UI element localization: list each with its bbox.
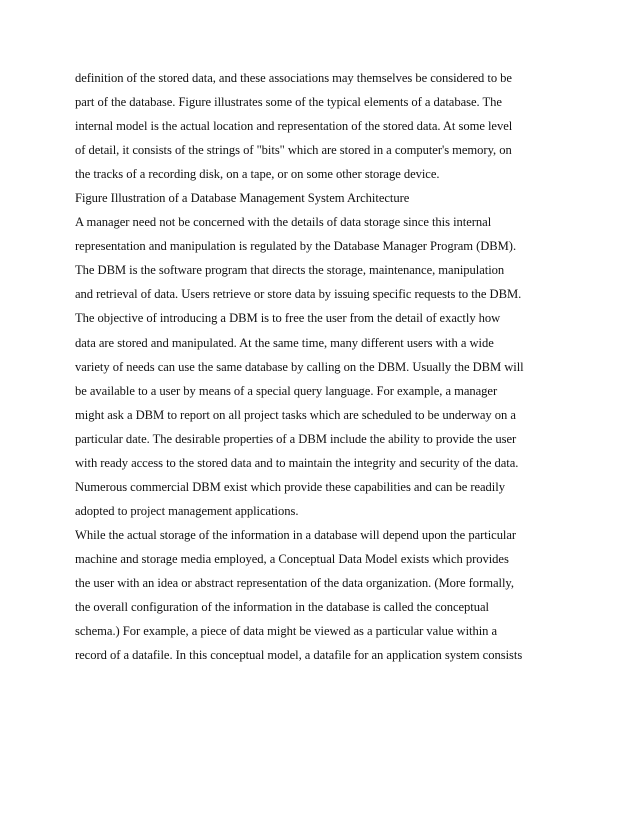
text-line: the tracks of a recording disk, on a tape, or on some other storage device. — [75, 167, 440, 182]
text-line: and retrieval of data. Users retrieve or store data by issuing specific requests to the DBM. — [75, 287, 522, 302]
text-line: might ask a DBM to report on all project tasks which are scheduled to be underway on a — [75, 407, 516, 422]
text-line: definition of the stored data, and these associations may themselves be considered to be — [75, 71, 512, 85]
text-line: data are stored and manipulated. At the same time, many different users with a wide — [75, 335, 494, 350]
text-line: of detail, it consists of the strings of "bits" which are stored in a computer's memory, on — [75, 143, 512, 158]
text-line: adopted to project management applications. — [75, 503, 299, 518]
text-line: schema.) For example, a piece of data might be viewed as a particular value within a — [75, 624, 498, 639]
text-line: be available to a user by means of a special query language. For example, a manager — [75, 383, 498, 398]
text-line: representation and manipulation is regulated by the Database Manager Program (DBM). — [75, 239, 517, 254]
text-line: part of the database. Figure illustrates some of the typical elements of a database. The — [75, 95, 502, 110]
text-line: machine and storage media employed, a Conceptual Data Model exists which provides — [75, 551, 509, 566]
text-line: Numerous commercial DBM exist which provide these capabilities and can be readily — [75, 479, 505, 494]
text-line: variety of needs can use the same database by calling on the DBM. Usually the DBM will — [75, 359, 524, 374]
text-line: The DBM is the software program that directs the storage, maintenance, manipulation — [75, 263, 505, 278]
body-text — [75, 66, 575, 667]
text-line: internal model is the actual location and representation of the stored data. At some level — [75, 119, 513, 134]
text-line: the overall configuration of the information in the database is called the conceptual — [75, 600, 489, 615]
text-line: A manager need not be concerned with the details of data storage since this internal — [75, 215, 492, 230]
text-line: with ready access to the stored data and to maintain the integrity and security of the data. — [75, 455, 519, 470]
text-line: record of a datafile. In this conceptual model, a datafile for an application system consists — [75, 648, 523, 663]
text-line: the user with an idea or abstract representation of the data organization. (More formally, — [75, 575, 514, 590]
text-line: The objective of introducing a DBM is to free the user from the detail of exactly how — [75, 311, 501, 326]
text-line: particular date. The desirable properties of a DBM include the ability to provide the user — [75, 431, 517, 446]
figure-caption: Figure Illustration of a Database Management System Architecture — [75, 191, 410, 206]
text-line: While the actual storage of the information in a database will depend upon the particular — [75, 527, 517, 542]
